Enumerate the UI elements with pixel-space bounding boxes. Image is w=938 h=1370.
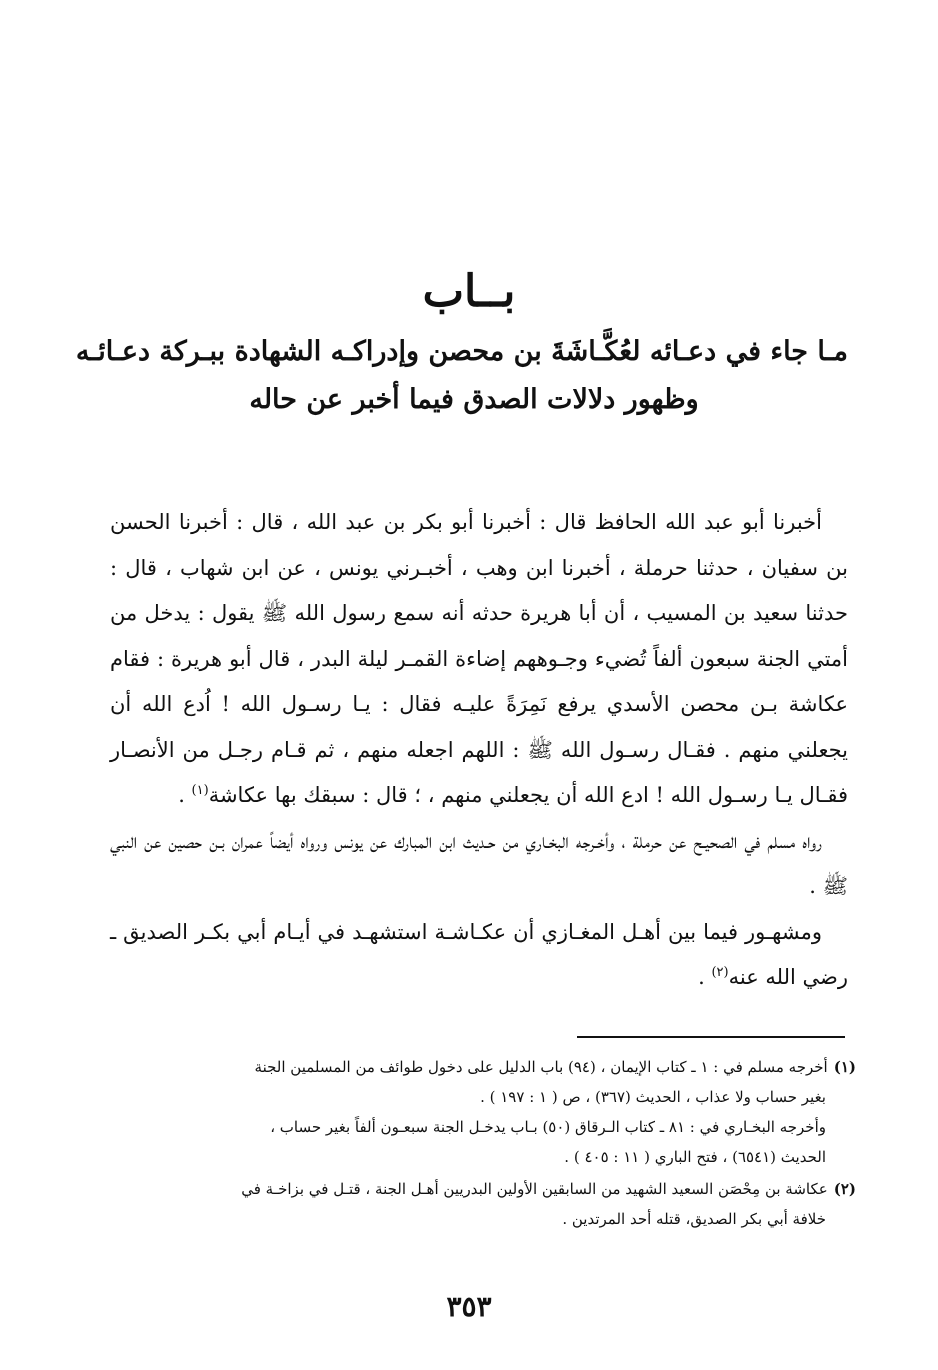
footnote-1-line-2: بغير حساب ولا عذاب ، الحديث (٣٦٧) ، ص ( ١ : ١٩٧ ) . [480, 1088, 826, 1106]
body-text [110, 500, 848, 1001]
chapter-title [75, 328, 848, 424]
paragraph-2: رواه مسلم في الصحيـح عن حرملة ، وأخـرجه البخـاري من حـديث ابن المبارك عن يونس ورواه أيضاً عمران بـن حصين عن النبي ﷺ . [110, 828, 848, 898]
chapter-heading: بــاب [422, 266, 516, 317]
paragraph-1-end: . [178, 783, 192, 807]
page-number: ٣٥٣ [446, 1290, 492, 1323]
footnote-1-line-4: الحديث (٦٥٤١) ، فتح الباري ( ١١ : ٤٠٥ ) . [564, 1148, 826, 1166]
footnote-1-line-3: وأخرجه البخـاري في : ٨١ ـ كتاب الـرقاق (٥٠) بـاب يدخـل الجنة سبعـون ألفاً بغير حساب ، [270, 1118, 826, 1136]
chapter-title-line-1: مـا جاء في دعـائه لعُكَّـاشَةَ بن محصن وإدراكـه الشهادة ببـركة دعـائـه [75, 336, 848, 367]
footnote-2 [128, 1174, 856, 1234]
footnote-2-line-2: خلافة أبي بكر الصديق، قتله أحد المرتدين . [562, 1210, 826, 1228]
paragraph-3-end: . [698, 965, 712, 989]
footnote-ref-2: (٢) [711, 965, 729, 980]
footnote-2-line-1: عكاشة بن مِحْصَن السعيد الشهيد من السابقين الأولين البدريين أهـل الجنة ، قتـل في بزاخـة في [241, 1180, 828, 1198]
footnote-separator [577, 1036, 845, 1038]
footnotes [128, 1052, 856, 1236]
footnote-2-number: (٢) [833, 1180, 856, 1198]
footnote-1 [128, 1052, 856, 1172]
chapter-title-line-2: وظهور دلالات الصدق فيما أخبر عن حاله [249, 384, 699, 415]
paragraph-3-text: ومشهـور فيما بين أهـل المغـازي أن عكـاشـة استشهـد في أيـام أبي بكـر الصديق ـ رضي الله عنه [110, 919, 848, 989]
footnote-1-line-1: أخرجه مسلم في : ١ ـ كتاب الإيمان ، (٩٤) باب الدليل على دخول طوائف من المسلمين الجنة [254, 1058, 828, 1076]
footnote-1-number: (١) [833, 1058, 856, 1076]
footnote-ref-1: (١) [191, 783, 209, 798]
paragraph-3 [110, 910, 848, 1001]
paragraph-1 [110, 500, 848, 819]
paragraph-1-text: أخبرنا أبو عبد الله الحافظ قال : أخبرنا أبو بكر بن عبد الله ، قال : أخبرنا الحسن بن سفيان ، حدثنا حرملة ، أخبرنا ابن وهب ، أخبـرني يونس ، عن ابن شهاب ، قال : حدثنا سعيد بن المسيب ، أن أبا هريرة حدثه أنه سمع رسول الله ﷺ يقول : يدخل من أمتي الجنة سبعون ألفاً تُضيء وجـوههم إضاءة القمـر ليلة البدر ، قال أبو هريرة : فقام عكاشة بـن محصن الأسدي يرفع نَمِرَةً عليـه فقال : يـا رسـول الله ! اُدع الله أن يجعلني منهم . فقـال رسـول الله ﷺ : اللهم اجعله منهم ، ثم قـام رجـل من الأنصـار فقـال يـا رسـول الله ! ادع الله أن يجعلني منهم ، ؛ قال : سبقك بها عكاشة [110, 510, 848, 807]
